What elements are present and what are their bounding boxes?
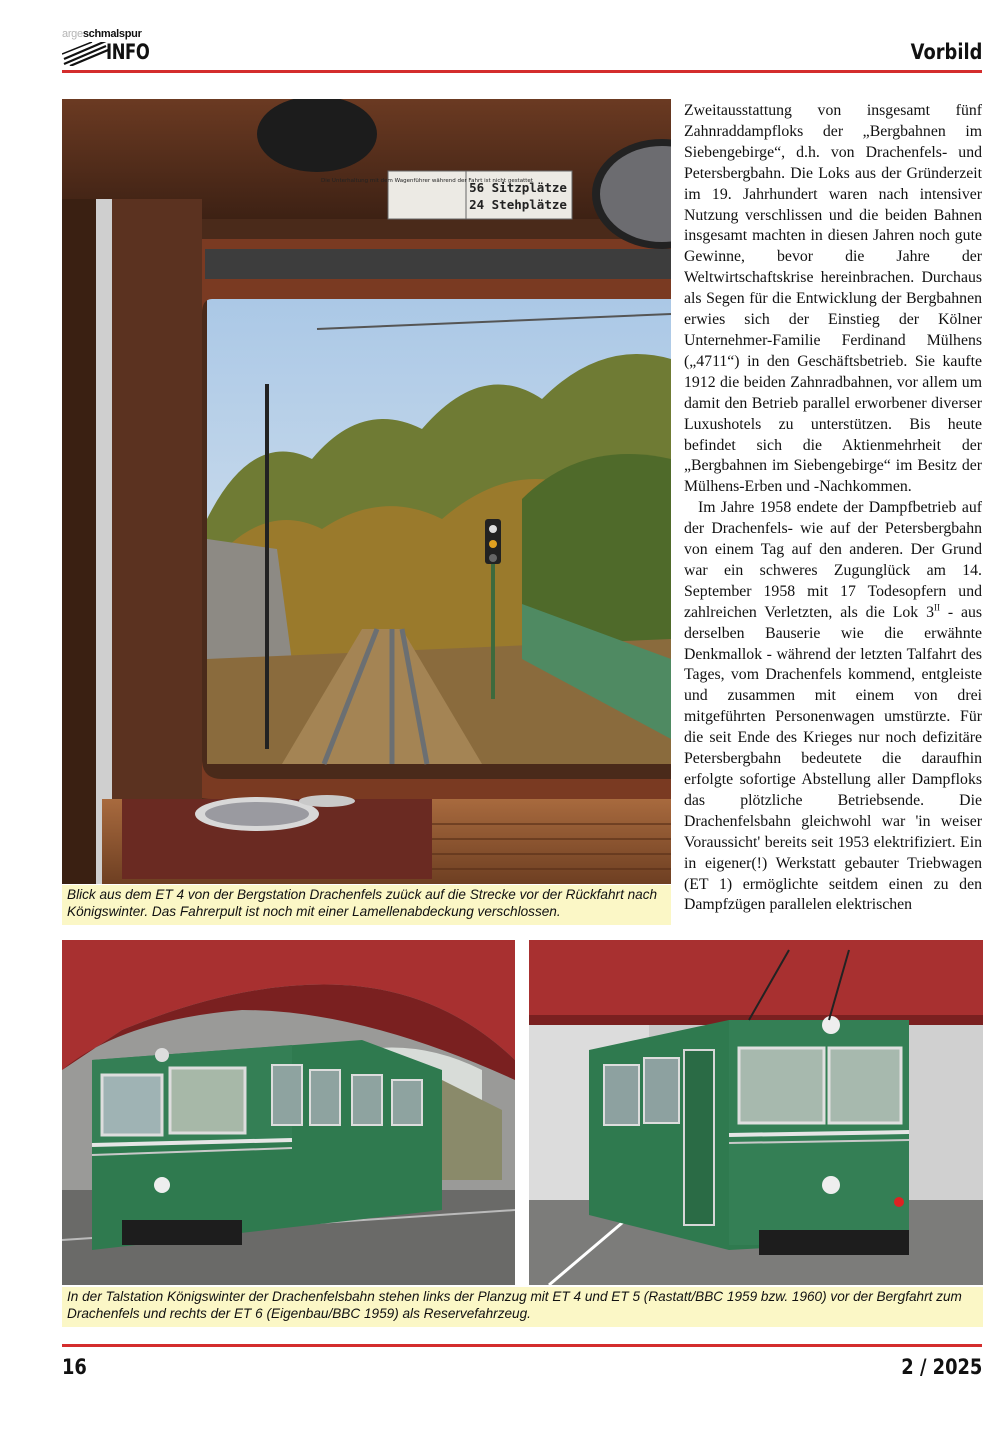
superscript-roman-two: II — [933, 602, 940, 613]
logo-stripes-icon — [62, 42, 108, 66]
article-paragraph-1: Zweitausstattung von insgesamt fünf Zahnraddampfloks der „Bergbahnen im Siebengebirge“, d.h. von Drachenfels- und Petersbergbahn. Die Loks aus der Gründerzeit im 19. Jahrhundert waren nach intensiver Nutzung verschlissen und die beiden Bahnen insgesamt machten in diesen Jahren noch gute Gewinne, bevor die Jahre der Weltwirtschaftskrise hereinbrachen. Durchaus als Segen für die Entwicklung der Bergbahnen erwies sich der Einstieg der Kölner Unternehmer-Familie Ferdinand Mülhens („4711“) in den Geschäftsbetrieb. Sie kaufte 1912 die beiden Zahnradbahnen, vor allem um damit den Betrieb parallel erworbener diverser Luxushotels zu unterstützen. Bis heute befindet sich die Aktienmehrheit der „Bergbahnen im Siebengebirge“ im Besitz der Mülhens-Erben und -Nachkommen. — [684, 102, 982, 496]
magazine-logo — [62, 28, 152, 68]
sign-seats: 56 Sitzplätze — [469, 180, 567, 195]
header-rule — [62, 70, 982, 73]
footer-rule — [62, 1344, 982, 1347]
section-title: Vorbild — [910, 40, 982, 64]
caption-top-photo: Blick aus dem ET 4 von der Bergstation Drachenfels zuück auf die Strecke vor der Rückfahrt nach Königswinter. Das Fahrerpult ist noch mit einer Lamellenabdeckung verschlossen. — [62, 885, 671, 925]
photo-et4-et5-station — [62, 940, 515, 1285]
issue-number: 2 / 2025 — [900, 1355, 982, 1379]
article-body — [684, 101, 982, 916]
photo-et6-reserve — [529, 940, 983, 1285]
sign-standing: 24 Stehplätze — [469, 197, 567, 212]
sign-no-talking: Die Unterhaltung mit dem Wagenführer während der Fahrt ist nicht gestattet — [321, 178, 533, 184]
article-paragraph-2: Im Jahre 1958 endete der Dampfbetrieb auf der Drachenfels- wie auf der Petersbergbahn von einem Tag auf den anderen. Der Grund war ein schweres Zugunglück am 14. September 1958 mit 17 Todesopfern und zahlreichen Verletzten, als die Lok $3^{II}$ - aus derselben Bauserie wie die erwähnte Denkmallok - während der letzten Talfahrt des Tages, vom Drachenfels kommend, entgleiste und zusammen mit einem von drei mitgeführten Personenwagen umstürzte. Für die seit Ende des Krieges nur noch defizitäre Petersbergbahn bedeutete die daraufhin erfolgte sofortige Abstellung aller Dampfloks das plötzliche Betriebsende. Die Drachenfelsbahn gleichwohl war 'in weiser Voraussicht' bereits seit 1953 elektrifiziert. Ein in eigener(!) Werkstatt gebauter Triebwagen (ET 1) ermöglichte seitdem einen zu den Dampfzügen parallelen elektrischen — [684, 499, 983, 914]
photo-cab-view — [62, 99, 671, 884]
caption-bottom-photos: In der Talstation Königswinter der Drachenfelsbahn stehen links der Planzug mit ET 4 und ET 5 (Rastatt/BBC 1959 bzw. 1960) vor der Bergfahrt zum Drachenfels und rechts der ET 6 (Eigenbau/BBC 1959) als Reservefahrzeug. — [62, 1287, 983, 1327]
page-number: 16 — [62, 1355, 87, 1379]
logo-info: INFO — [106, 40, 150, 64]
logo-wordmark: argeschmalspur — [62, 28, 142, 40]
